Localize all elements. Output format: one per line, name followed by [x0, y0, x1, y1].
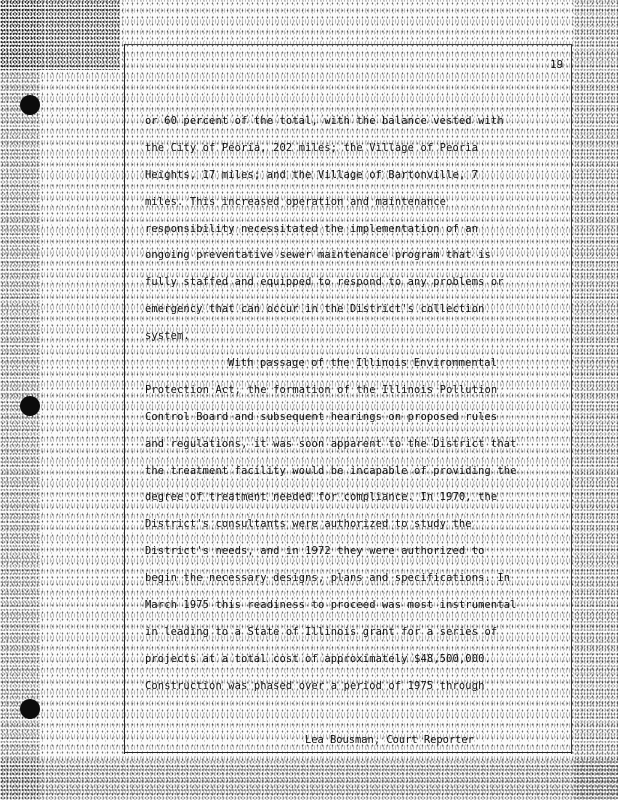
text-line: the City of Peoria, 202 miles; the Village of Peoria: [145, 141, 479, 154]
text-line: miles. This increased operation and maintenance: [145, 195, 447, 208]
text-line: or 60 percent of the total, with the balance vested with: [145, 115, 504, 127]
text-line: fully staffed and equipped to respond to any problems or: [145, 276, 504, 289]
punch-hole-top: [20, 95, 40, 115]
text-line: Construction was phased over a period of 1975 through: [145, 679, 485, 692]
text-line: degree of treatment needed for compliance. In 1970, the: [145, 491, 498, 504]
page-frame-top: [124, 44, 572, 45]
scan-noise-top-left: [0, 0, 120, 70]
court-reporter-footer: Lea Bousman, Court Reporter: [305, 734, 474, 746]
text-line: responsibility necessitated the implementation of an: [145, 222, 479, 235]
text-line: in leading to a State of Illinois grant for a series of: [145, 625, 498, 638]
page-number: 19: [550, 58, 564, 71]
text-line: District's consultants were authorized to study the: [145, 518, 472, 531]
text-line: begin the necessary designs, plans and specifications. In: [145, 572, 511, 585]
scan-noise-bottom: [0, 760, 618, 800]
punch-hole-middle: [20, 396, 40, 416]
text-line: and regulations, it was soon apparent to the District that: [145, 437, 517, 450]
text-line: Heights, 17 miles; and the Village of Bartonville, 7: [145, 168, 479, 181]
text-line: system.: [145, 330, 190, 343]
text-line: projects at a total cost of approximately $48,500,000.: [145, 652, 491, 665]
page-frame-bottom: [124, 752, 572, 753]
punch-hole-bottom: [20, 699, 40, 719]
transcript-body: [145, 108, 575, 700]
page-frame-left: [124, 44, 125, 754]
text-line: Control Board and subsequent hearings on proposed rules: [145, 410, 498, 423]
text-line-paragraph-start: With passage of the Illinois Environmental: [228, 357, 498, 370]
scan-noise-right-margin: [574, 0, 618, 800]
text-line: emergency that can occur in the District's collection: [145, 303, 485, 316]
text-line: District's needs, and in 1972 they were authorized to: [145, 545, 485, 558]
text-line: March 1975 this readiness to proceed was most instrumental: [145, 599, 517, 612]
text-line: Protection Act, the formation of the Illinois Pollution: [145, 383, 498, 396]
text-line: the treatment facility would be incapable of providing the: [145, 464, 517, 477]
text-line: ongoing preventative sewer maintenance program that is: [145, 249, 491, 262]
